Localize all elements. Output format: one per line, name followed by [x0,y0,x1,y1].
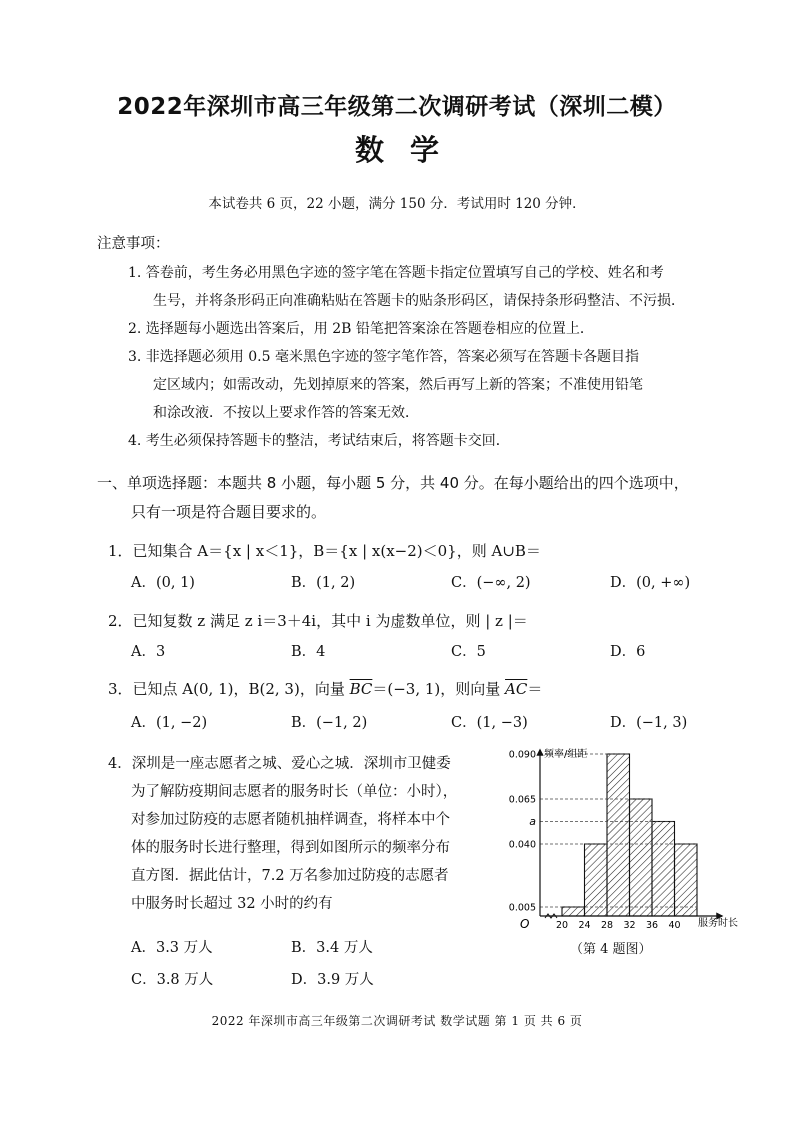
x-tick-label-6: 40 [668,920,681,930]
q3-stem-part-a: 3．已知点 A(0, 1)，B(2, 3)，向量 [108,680,350,698]
histogram-bar-1 [562,907,585,916]
q2-option-c: C．5 [451,644,486,660]
q2-stem: 2．已知复数 z 满足 z i＝3＋4i，其中 i 为虚数单位，则 | z |＝ [108,612,528,630]
q4-line-4: 体的服务时长进行整理，得到如图所示的频率分布 [131,840,450,856]
y-tick-labels [509,750,536,914]
histogram-bar-5 [652,822,675,917]
q3-vector-ac: $\overline{AC}$ [505,680,528,698]
notice-line-4: 3. 非选择题必须用 0.5 毫米黑色字迹的签字笔作答，答案必须写在答题卡各题目指 [128,349,639,365]
q2-option-b: B．4 [291,644,326,660]
q1-option-b: B．(1, 2) [291,575,356,591]
notice-heading: 注意事项： [97,236,170,252]
q4-option-b: B．3.4 万人 [291,940,373,956]
section-heading-line1: 一、单项选择题：本题共 8 小题，每小题 5 分，共 40 分。在每小题给出的四个选项中， [97,474,689,492]
q4-option-d: D．3.9 万人 [291,972,374,988]
histogram-bar-6 [675,844,698,916]
notice-line-2: 生号，并将条形码正向准确粘贴在答题卡的贴条形码区，请保持条形码整洁、不污损． [153,293,685,309]
y-tick-label-5: 0.090 [508,749,536,761]
q3-option-c: C．(1, −3) [451,715,528,731]
q4-option-c: C．3.8 万人 [131,972,214,988]
q1-option-c: C．(−∞, 2) [451,575,531,591]
x-tick-label-3: 28 [600,920,614,930]
q4-line-2: 为了解防疫期间志愿者的服务时长（单位：小时）， [131,784,458,800]
histogram-chart [490,740,760,930]
q3-stem-part-b: ＝(−3, 1)，则向量 [372,680,506,698]
q2-option-d: D．6 [610,644,646,660]
y-tick-label-4: 0.065 [508,794,536,806]
notice-line-6: 和涂改液．不按以上要求作答的答案无效． [153,405,419,421]
notice-line-5: 定区域内；如需改动，先划掉原来的答案，然后再写上新的答案；不准使用铅笔 [153,377,643,393]
q3-option-b: B．(−1, 2) [291,715,368,731]
y-axis-label: 频率/组距 [544,749,588,760]
q1-stem: 1．已知集合 A＝{x | x＜1}，B＝{x | x(x−2)＜0}，则 A∪B＝ [108,542,541,560]
q4-figure-caption: （第 4 题图） [570,942,652,957]
histogram-bars [562,754,697,916]
subject-title: 数学 [354,133,465,167]
notice-line-7: 4. 考生必须保持答题卡的整洁，考试结束后，将答题卡交回． [128,433,510,449]
x-tick-label-4: 32 [623,920,636,930]
y-tick-label-3: a [529,815,536,828]
y-tick-label-2: 0.040 [508,839,536,851]
histogram-bar-2 [585,844,608,916]
q3-stem-part-c: ＝ [527,680,543,698]
x-tick-label-1: 20 [555,920,569,930]
x-tick-label-2: 24 [578,920,591,930]
y-tick-label-1: 0.005 [508,902,536,914]
q2-option-a: A．3 [131,644,166,660]
q3-option-a: A．(1, −2) [131,715,208,731]
exam-info: 本试卷共 6 页，22 小题，满分 150 分．考试用时 120 分钟． [208,196,586,212]
histogram-bar-3 [607,754,630,916]
q1-option-d: D．(0, +∞) [610,575,691,591]
q4-line-5: 直方图．据此估计，7.2 万名参加过防疫的志愿者 [131,868,449,884]
q3-stem [108,678,542,699]
x-axis-label: 服务时长 [698,918,738,929]
origin-label: O [520,917,530,930]
exam-title: 2022年深圳市高三年级第二次调研考试（深圳二模） [117,94,677,120]
q4-option-a: A．3.3 万人 [131,940,213,956]
q3-vector-bc: $\overline{BC}$ [349,680,373,698]
page-footer: 2022 年深圳市高三年级第二次调研考试 数学试题 第 1 页 共 6 页 [211,1014,583,1028]
q4-line-3: 对参加过防疫的志愿者随机抽样调查，将样本中个 [131,812,450,828]
histogram-bar-4 [630,799,653,916]
q1-option-a: A．(0, 1) [131,575,195,591]
q3-option-d: D．(−1, 3) [610,715,688,731]
section-heading-line2: 只有一项是符合题目要求的。 [131,503,327,521]
q4-line-6: 中服务时长超过 32 小时的约有 [131,896,333,912]
x-tick-label-5: 36 [645,920,659,930]
x-tick-labels [556,920,681,930]
notice-line-3: 2. 选择题每小题选出答案后，用 2B 铅笔把答案涂在答题卷相应的位置上． [128,321,594,337]
q4-line-1: 4．深圳是一座志愿者之城、爱心之城．深圳市卫健委 [108,756,451,772]
notice-line-1: 1. 答卷前，考生务必用黑色字迹的签字笔在答题卡指定位置填写自己的学校、姓名和考 [128,265,664,281]
